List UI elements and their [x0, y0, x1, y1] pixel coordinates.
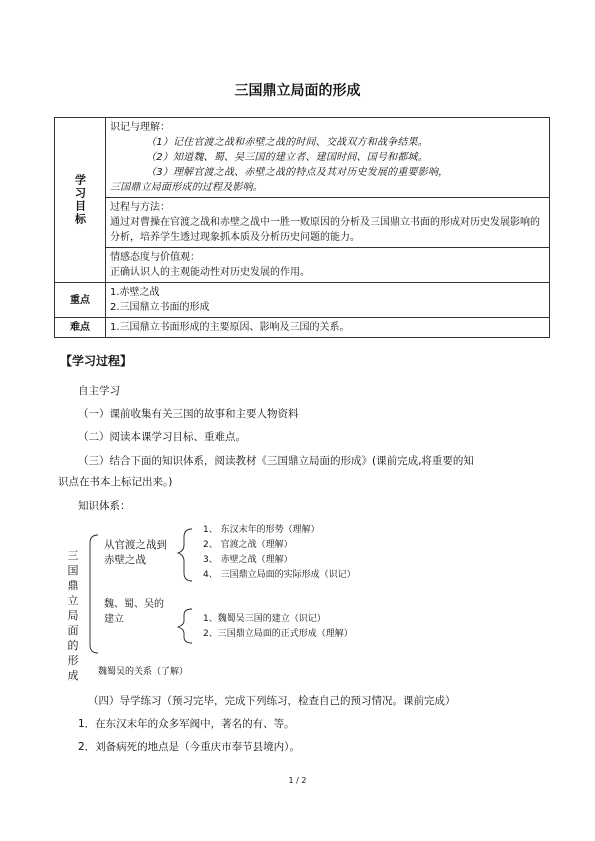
goal2-body: 通过对曹操在官渡之战和赤壁之战中一胜一败原因的分析及三国鼎立书面的形成对历史发展影响的分析，培养学生透过现象抓本质及分析历史问题的能力。: [110, 217, 540, 243]
branch2-label: [104, 597, 164, 627]
table-row: [55, 283, 550, 318]
table-row: [55, 118, 550, 198]
goal3-head: 情感态度与价值观：: [110, 252, 200, 263]
list-item: 3、 赤壁之战（理解）: [203, 555, 293, 565]
list-item: 1、 东汉末年的形势（理解）: [203, 525, 320, 535]
objectives-table: [54, 117, 550, 338]
self-study: 自主学习: [78, 385, 120, 397]
goal1-item: （1）记住官渡之战和赤壁之战的时间、交战双方和战争结果。: [146, 137, 428, 148]
goal3-body: 正确认识人的主观能动性对历史发展的作用。: [110, 267, 310, 278]
step-3-line1: （三）结合下面的知识体系，阅读教材《三国鼎立局面的形成》(课前完成,将重要的知: [78, 455, 474, 467]
goal1-item: （2）知道魏、蜀、吴三国的建立者、建国时间、国号和都城。: [146, 152, 428, 163]
process-heading: 【学习过程】: [60, 354, 133, 368]
page-number: 1 / 2: [288, 776, 307, 785]
branch2-line2: 建立: [104, 614, 124, 625]
branch1-line2: 赤壁之战: [104, 554, 146, 566]
list-item: 2、三国鼎立局面的正式形成（理解）: [203, 629, 353, 639]
step-3-line2: 识点在书本上标记出来。): [58, 476, 173, 488]
key-label: 重点: [55, 283, 106, 318]
branch2-line1: 魏、蜀、吴的: [104, 599, 164, 610]
hard-item: 1.三国鼎立书面形成的主要原因、影响及三国的关系。: [110, 322, 350, 333]
step-1: （一）课前收集有关三国的故事和主要人物资料: [78, 408, 299, 420]
goal-label: 学习目标: [73, 174, 87, 226]
key-cell: [106, 283, 550, 318]
key-item: 1.赤壁之战: [110, 287, 160, 298]
goal2-head: 过程与方法：: [110, 202, 170, 213]
goal3-cell: [106, 248, 550, 283]
goal-label-cell: [55, 118, 106, 283]
goal1-item: （3）理解官渡之战、赤壁之战的特点及其对历史发展的重要影响，: [146, 167, 449, 178]
list-item: 1、魏蜀吴三国的建立（识记）: [203, 614, 326, 624]
goal1-cell: [106, 118, 550, 198]
branch3-label: 魏蜀吴的关系（了解）: [98, 667, 189, 677]
question-2: 2．刘备病死的地点是（今重庆市奉节县境内）。: [78, 741, 300, 753]
list-item: 4、 三国鼎立局面的实际形成（识记）: [203, 570, 356, 580]
table-row: [55, 248, 550, 283]
diagram-root: 三国鼎立局面的形成: [67, 549, 79, 682]
knowledge-label: 知识体系：: [78, 500, 131, 512]
goal2-cell: [106, 198, 550, 248]
branch2-list: [203, 612, 353, 642]
page-title: 三国鼎立局面的形成: [234, 83, 361, 99]
hard-label: 难点: [55, 318, 106, 338]
table-row: [55, 318, 550, 338]
list-item: 2、 官渡之战（理解）: [203, 540, 293, 550]
hard-cell: [106, 318, 550, 338]
branch1-line1: 从官渡之战到: [104, 539, 167, 551]
question-1: 1．在东汉末年的众多军阀中，著名的有、等。: [78, 718, 295, 730]
goal1-item: 三国鼎立局面形成的过程及影响。: [110, 182, 263, 193]
step-2: （二）阅读本课学习目标、重难点。: [78, 431, 246, 443]
branch1-list: [203, 523, 356, 583]
goal1-head: 识记与理解：: [110, 122, 170, 133]
table-row: [55, 198, 550, 248]
key-item: 2.三国鼎立书面的形成: [110, 302, 210, 313]
practice-intro: （四）导学练习（预习完毕，完成下列练习，检查自己的预习情况。课前完成）: [88, 695, 456, 707]
